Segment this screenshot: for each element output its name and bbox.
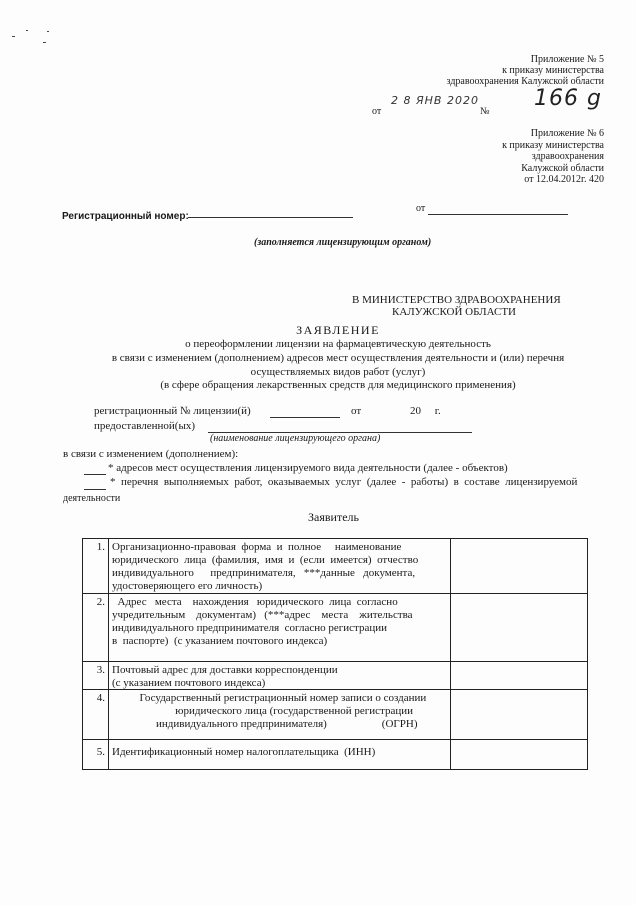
row-label-line: удостоверяющего его личность) — [112, 580, 263, 592]
appendix-5 — [360, 54, 604, 87]
license-reg-field[interactable] — [270, 416, 340, 418]
change-objects-text: * адресов мест осуществления лицензируемого вида деятельности (далее - объектов) — [108, 462, 508, 474]
row-label-line: индивидуального предпринимателя, ***данные документа, — [112, 567, 416, 579]
cell-divider — [108, 690, 109, 739]
change-works-text: * перечня выполняемых работ, оказываемых услуг (далее - работы) в составе лицензируемой — [110, 476, 578, 488]
license-from-label: от — [351, 405, 362, 417]
appendix-6-line2: к приказу министерства — [502, 139, 604, 151]
row-value-cell[interactable] — [451, 594, 587, 661]
title-line1: о переоформлении лицензии на фармацевтическую деятельность — [185, 338, 491, 350]
applicant-table — [82, 538, 588, 770]
cell-divider — [108, 740, 109, 769]
appendix-5-number-handwritten: 166 g — [534, 86, 602, 111]
scan-mark — [12, 36, 15, 37]
license-provided-label: предоставленной(ых) — [94, 420, 195, 432]
change-works-checkbox[interactable] — [84, 488, 106, 490]
row-label — [112, 664, 446, 690]
row-value-cell[interactable] — [451, 690, 587, 739]
change-works-text-cont: деятельности — [63, 493, 121, 504]
cell-divider — [108, 539, 109, 593]
license-reg-label: регистрационный № лицензии(й) — [94, 405, 251, 417]
scan-mark — [43, 42, 46, 43]
appendix-6-line5: от 12.04.2012г. 420 — [524, 174, 604, 185]
appendix-6-line1: Приложение № 6 — [530, 128, 604, 139]
appendix-5-date-stamp: 2 8 ЯНВ 2020 — [391, 94, 479, 107]
row-number: 1. — [96, 541, 105, 553]
row-label-line: (с указанием почтового индекса) — [112, 677, 266, 689]
row-label-line: юридического лица (фамилия, имя и (если имеется) отчество — [112, 554, 419, 566]
appendix-5-line3: здравоохранения Калужской области — [446, 76, 604, 87]
row-label-line: Адрес места нахождения юридического лица согласно — [112, 596, 398, 608]
row-number: 2. — [96, 596, 105, 608]
scan-mark — [47, 31, 49, 32]
row-label-line: индивидуального предпринимателя) (ОГРН) — [112, 718, 418, 730]
table-row — [83, 739, 587, 769]
title-line4: (в сфере обращения лекарственных средств для медицинского применения) — [160, 379, 516, 391]
addressee-line2: КАЛУЖСКОЙ ОБЛАСТИ — [392, 306, 516, 318]
row-number: 4. — [96, 692, 105, 704]
appendix-5-from-label: от — [372, 106, 382, 117]
row-label-line: в паспорте) (с указанием почтового индекса) — [112, 635, 328, 647]
cell-divider — [108, 662, 109, 689]
row-label-line: юридического лица (государственной регистрации — [112, 705, 414, 717]
changes-intro: в связи с изменением (дополнением): — [63, 448, 239, 460]
table-row — [83, 689, 587, 739]
table-row — [83, 539, 587, 593]
row-number: 3. — [96, 664, 105, 676]
table-row — [83, 593, 587, 661]
scan-mark — [26, 30, 28, 31]
statement-heading: ЗАЯВЛЕНИЕ — [296, 323, 380, 337]
registration-date-label: от — [416, 203, 426, 214]
row-label — [112, 541, 446, 593]
appendix-6 — [360, 128, 604, 186]
row-label — [112, 596, 446, 648]
appendix-6-line3: здравоохранения — [531, 151, 604, 162]
license-provider-note: (наименование лицензирующего органа) — [210, 433, 381, 444]
row-label-line: Государственный регистрационный номер записи о создании — [112, 692, 427, 704]
table-row — [83, 661, 587, 689]
license-year-label: 20 г. — [410, 405, 441, 417]
row-value-cell[interactable] — [451, 740, 587, 769]
row-number: 5. — [96, 746, 105, 758]
cell-divider — [108, 594, 109, 661]
row-label — [112, 746, 446, 759]
row-value-cell[interactable] — [451, 662, 587, 689]
row-label-line: Организационно-правовая форма и полное наименование — [112, 541, 402, 553]
appendix-6-line4: Калужской области — [521, 162, 604, 174]
registration-date-field[interactable] — [428, 213, 568, 215]
row-label-line: учредительным документам) (***адрес места жительства — [112, 609, 413, 621]
appendix-5-number-label: № — [480, 106, 490, 117]
row-label-line: индивидуального предпринимателя согласно регистрации — [112, 622, 388, 634]
row-value-cell[interactable] — [451, 539, 587, 592]
registration-number-field[interactable] — [188, 216, 353, 218]
row-label-line: Почтовый адрес для доставки корреспонденции — [112, 664, 338, 676]
registration-note: (заполняется лицензирующим органом) — [254, 237, 432, 248]
appendix-5-line1: Приложение № 5 — [530, 54, 604, 65]
row-label-line: Идентификационный номер налогоплательщика (ИНН) — [112, 746, 376, 758]
title-line3: осуществляемых видов работ (услуг) — [250, 366, 426, 378]
addressee-line1: В МИНИСТЕРСТВО ЗДРАВООХРАНЕНИЯ — [352, 294, 561, 306]
registration-number-label: Регистрационный номер: — [62, 211, 189, 222]
change-objects-checkbox[interactable] — [84, 473, 106, 475]
title-line2: в связи с изменением (дополнением) адресов мест осуществления деятельности и (или) перечня — [111, 352, 565, 364]
applicant-heading: Заявитель — [308, 510, 359, 524]
appendix-5-line2: к приказу министерства — [502, 65, 604, 76]
row-label — [112, 692, 446, 731]
